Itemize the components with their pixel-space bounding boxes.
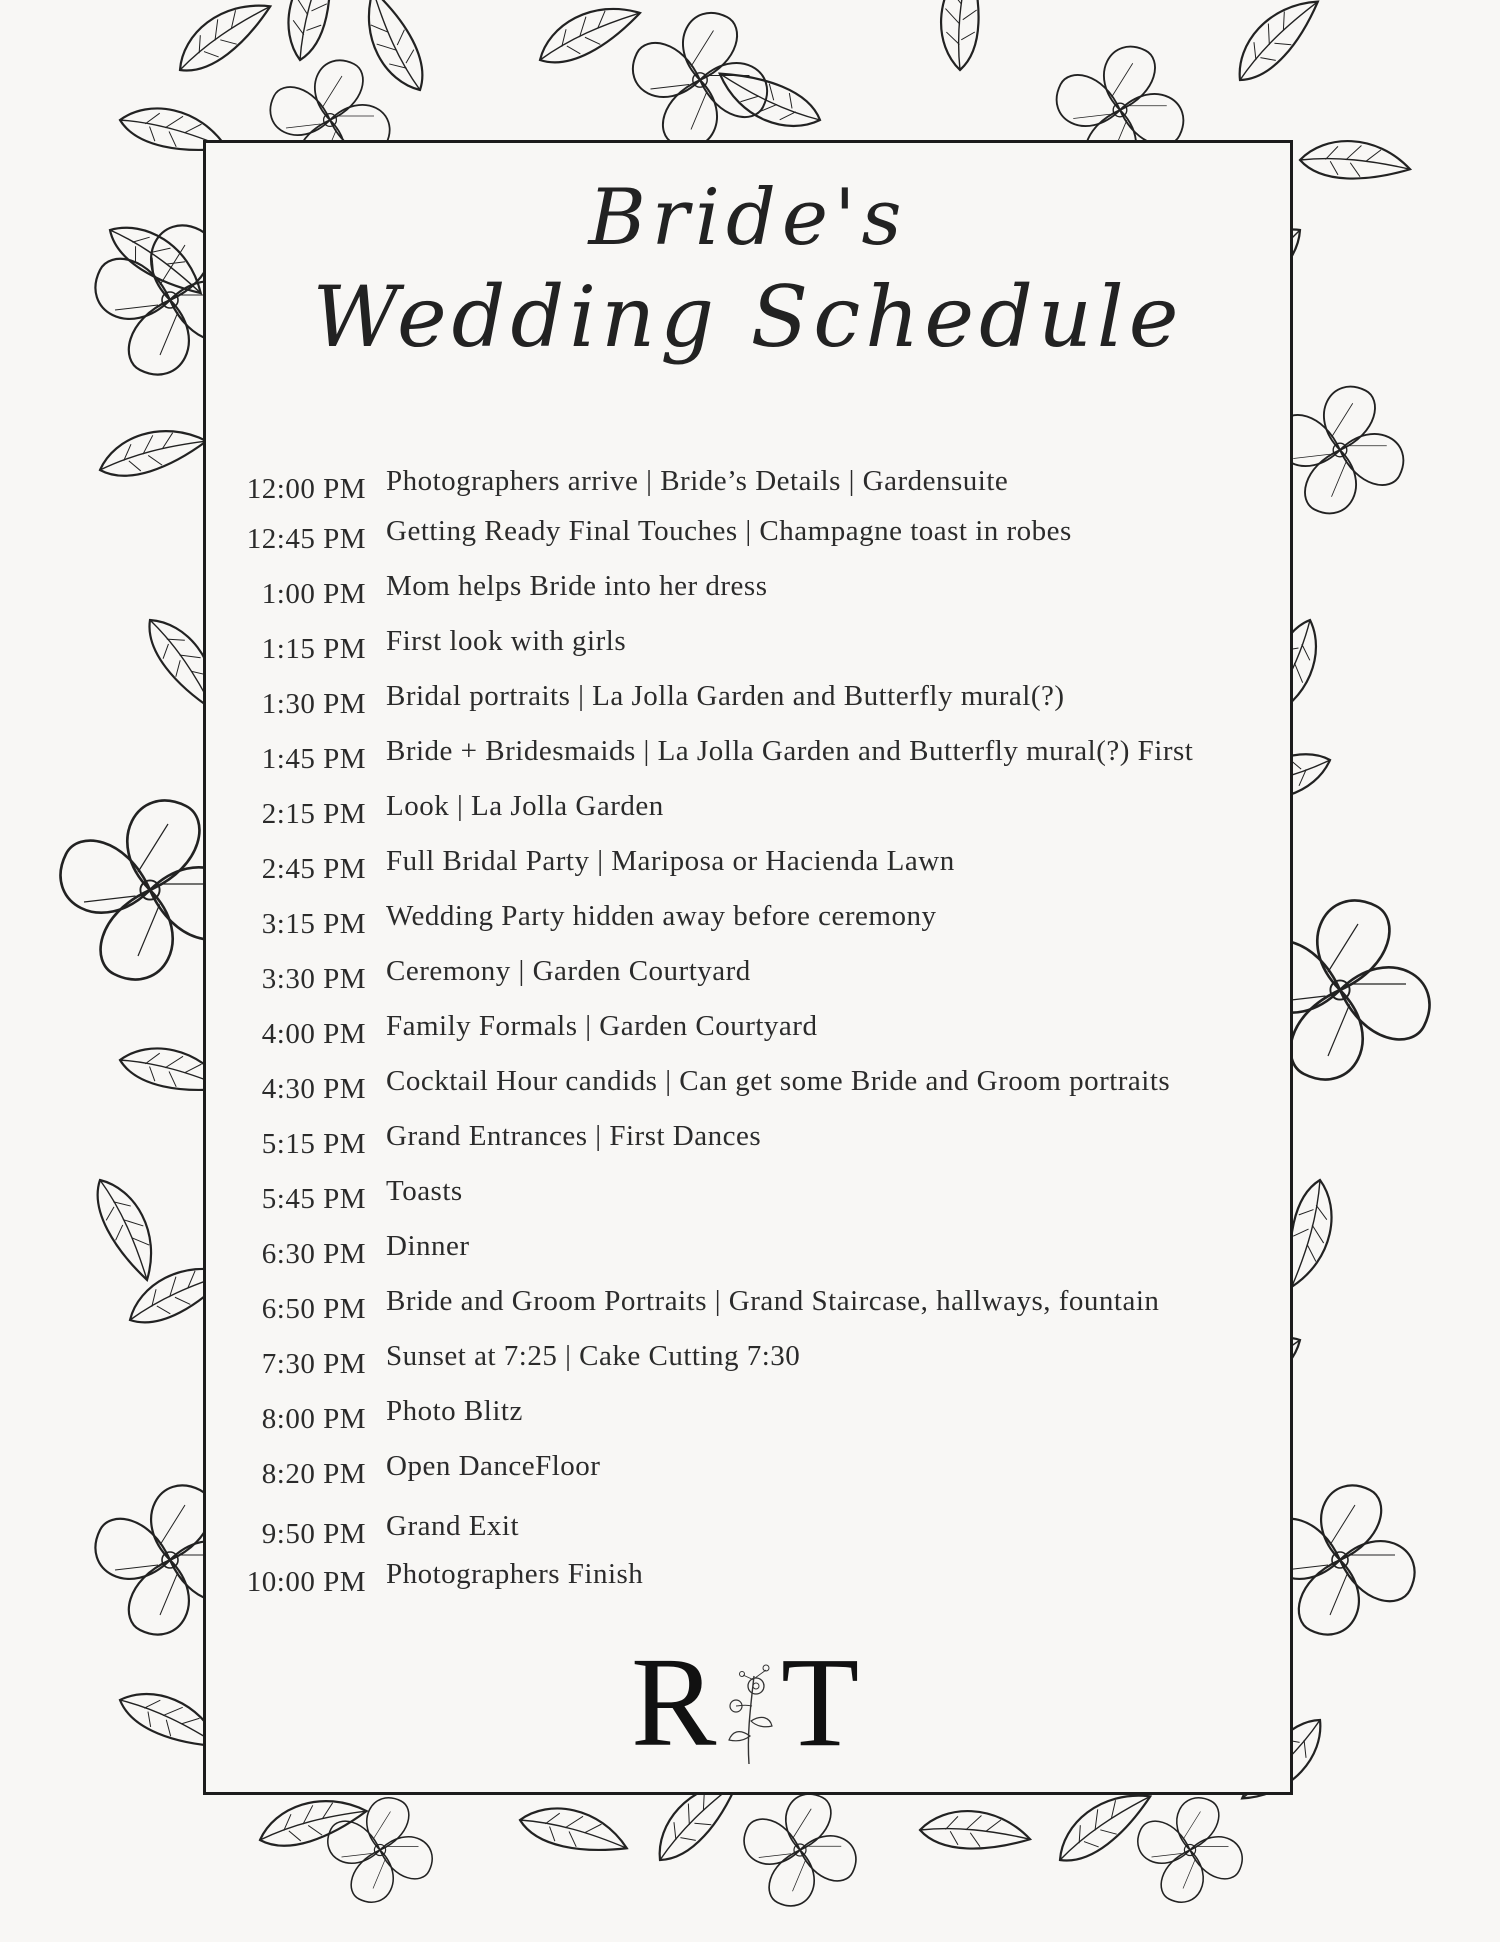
schedule-row: [206, 1558, 1290, 1602]
schedule-activity: Family Formals | Garden Courtyard: [386, 1010, 818, 1042]
title-line-brides: Bride's: [588, 173, 908, 263]
schedule-time: 7:30 PM: [261, 1348, 366, 1380]
schedule-activity: Grand Entrances | First Dances: [386, 1120, 762, 1152]
schedule-row: [206, 1285, 1290, 1329]
schedule-time: 6:50 PM: [261, 1293, 366, 1325]
schedule-activity: Photo Blitz: [386, 1395, 523, 1427]
schedule-time: 6:30 PM: [261, 1238, 366, 1270]
schedule-time: 12:45 PM: [246, 523, 366, 555]
schedule-row: [206, 1120, 1290, 1164]
schedule-activity: Grand Exit: [386, 1510, 520, 1542]
schedule-activity: Sunset at 7:25 | Cake Cutting 7:30: [386, 1340, 801, 1372]
schedule-time: 2:15 PM: [261, 798, 366, 830]
schedule-activity: First look with girls: [386, 625, 627, 657]
schedule-activity: Photographers Finish: [386, 1558, 644, 1590]
schedule-time: 9:50 PM: [261, 1518, 366, 1550]
schedule-activity: Ceremony | Garden Courtyard: [386, 955, 751, 987]
schedule-activity: Open DanceFloor: [386, 1450, 601, 1482]
schedule-activity: Full Bridal Party | Mariposa or Hacienda Lawn: [386, 845, 955, 877]
schedule-activity: Bride and Groom Portraits | Grand Staircase, hallways, fountain: [386, 1285, 1160, 1317]
schedule-row: [206, 955, 1290, 999]
schedule-time: 12:00 PM: [246, 473, 366, 505]
schedule-row: [206, 1395, 1290, 1439]
schedule-row: [206, 900, 1290, 944]
schedule-activity: Cocktail Hour candids | Can get some Bride and Groom portraits: [386, 1065, 1171, 1097]
schedule-time: 1:45 PM: [261, 743, 366, 775]
schedule-activity: Toasts: [386, 1175, 463, 1207]
schedule-time: 1:15 PM: [261, 633, 366, 665]
schedule-row: [206, 1175, 1290, 1219]
schedule-row: [206, 680, 1290, 724]
schedule-time: 5:15 PM: [261, 1128, 366, 1160]
monogram-flower-icon: [714, 1656, 784, 1766]
schedule-activity: Look | La Jolla Garden: [386, 790, 664, 822]
schedule-row: [206, 1065, 1290, 1109]
schedule-row: [206, 1450, 1290, 1494]
schedule-time: 10:00 PM: [246, 1566, 366, 1598]
schedule-time: 1:30 PM: [261, 688, 366, 720]
schedule-activity: Bridal portraits | La Jolla Garden and Butterfly mural(?): [386, 680, 1065, 712]
schedule-card: [203, 140, 1293, 1795]
schedule-row: [206, 515, 1290, 559]
title-line-wedding-schedule: Wedding Schedule: [312, 268, 1184, 366]
schedule-time: 5:45 PM: [261, 1183, 366, 1215]
schedule-row: [206, 1010, 1290, 1054]
schedule-time: 4:30 PM: [261, 1073, 366, 1105]
schedule-activity: Bride + Bridesmaids | La Jolla Garden and Butterfly mural(?) First: [386, 735, 1194, 767]
schedule-row: [206, 1510, 1290, 1554]
monogram-letter-right: T: [781, 1631, 860, 1773]
schedule-row: [206, 465, 1290, 509]
schedule-row: [206, 845, 1290, 889]
schedule-time: 3:30 PM: [261, 963, 366, 995]
schedule-row: [206, 570, 1290, 614]
schedule-activity: Photographers arrive | Bride’s Details | Gardensuite: [386, 465, 1009, 497]
schedule-time: 3:15 PM: [261, 908, 366, 940]
schedule-row: [206, 790, 1290, 834]
monogram-logo: [206, 1631, 1290, 1778]
schedule-time: 8:00 PM: [261, 1403, 366, 1435]
schedule-time: 2:45 PM: [261, 853, 366, 885]
schedule-time: 4:00 PM: [261, 1018, 366, 1050]
schedule-row: [206, 735, 1290, 779]
schedule-activity: Dinner: [386, 1230, 470, 1262]
schedule-time: 8:20 PM: [261, 1458, 366, 1490]
monogram-letter-left: R: [631, 1631, 717, 1773]
schedule-activity: Mom helps Bride into her dress: [386, 570, 768, 602]
schedule-time: 1:00 PM: [261, 578, 366, 610]
schedule-row: [206, 1340, 1290, 1384]
schedule-row: [206, 1230, 1290, 1274]
schedule-activity: Wedding Party hidden away before ceremony: [386, 900, 937, 932]
schedule-row: [206, 625, 1290, 669]
schedule-activity: Getting Ready Final Touches | Champagne toast in robes: [386, 515, 1072, 547]
